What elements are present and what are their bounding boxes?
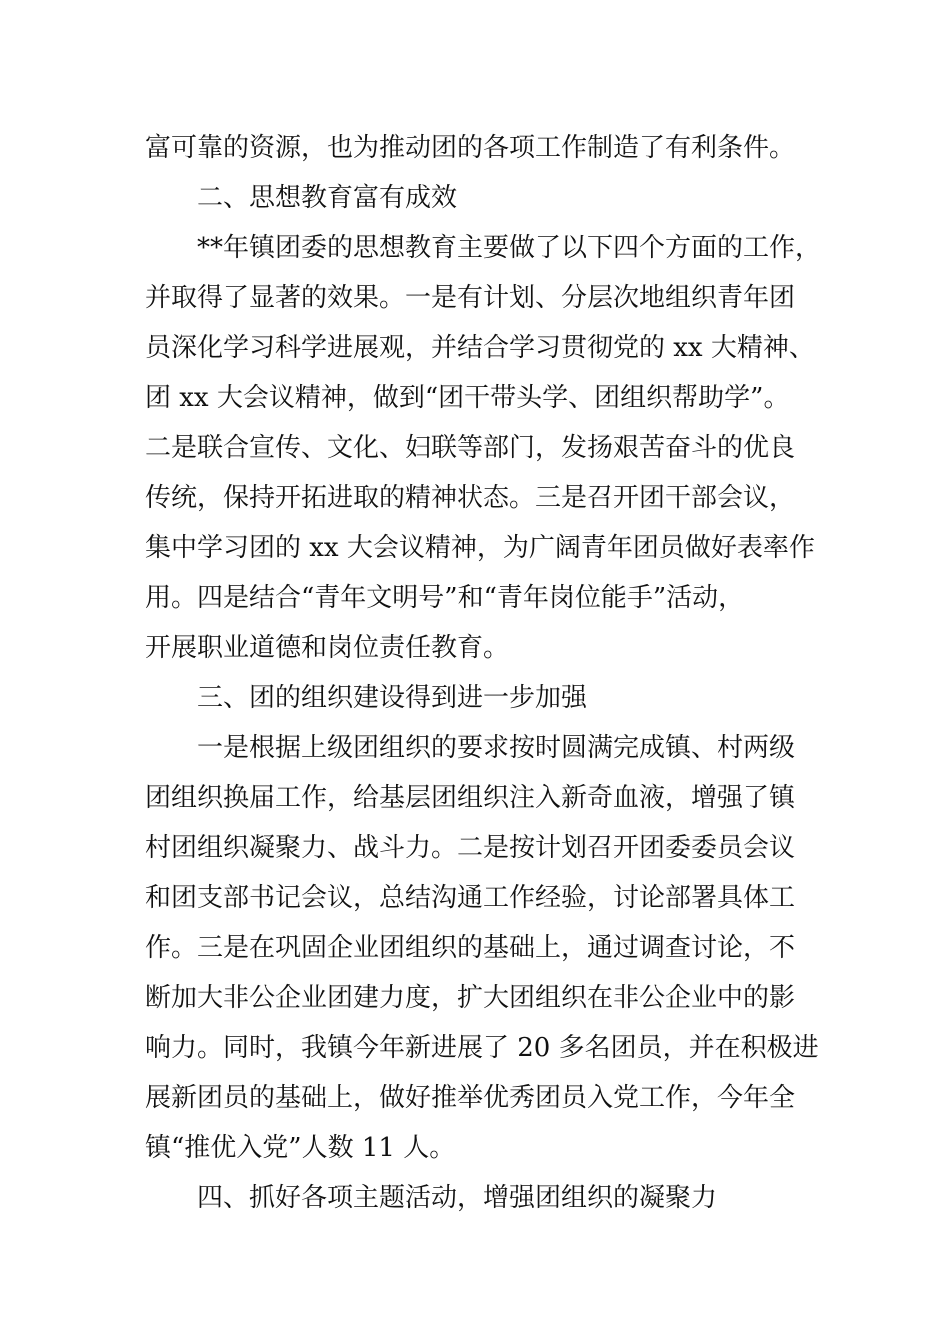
- text-line: 并取得了显著的效果。一是有计划、分层次地组织青年团: [145, 283, 796, 313]
- text-line: 一是根据上级团组织的要求按时圆满完成镇、村两级: [197, 733, 796, 763]
- text-line: 二是联合宣传、文化、妇联等部门，发扬艰苦奋斗的优良: [145, 433, 796, 463]
- text-line: 镇“推优入党”人数 11 人。: [145, 1133, 456, 1163]
- text-line: 和团支部书记会议，总结沟通工作经验，讨论部署具体工: [145, 883, 796, 913]
- text-line: 展新团员的基础上，做好推举优秀团员入党工作，今年全: [145, 1083, 796, 1113]
- text-line: 断加大非公企业团建力度，扩大团组织在非公企业中的影: [145, 983, 796, 1013]
- text-line: 团 xx 大会议精神，做到“团干带头学、团组织帮助学”。: [145, 383, 790, 413]
- section-heading: 四、抓好各项主题活动，增强团组织的凝聚力: [197, 1183, 718, 1213]
- text-line: 作。三是在巩固企业团组织的基础上，通过调查讨论，不: [145, 933, 796, 963]
- text-line: 响力。同时，我镇今年新进展了 20 多名团员，并在积极进: [145, 1033, 819, 1063]
- text-line: 集中学习团的 xx 大会议精神，为广阔青年团员做好表率作: [145, 533, 815, 563]
- text-line: 用。四是结合“青年文明号”和“青年岗位能手”活动，: [145, 583, 745, 613]
- text-line: 团组织换届工作，给基层团组织注入新奇血液，增强了镇: [145, 783, 796, 813]
- text-line: **年镇团委的思想教育主要做了以下四个方面的工作，: [197, 233, 822, 263]
- text-line: 富可靠的资源，也为推动团的各项工作制造了有利条件。: [145, 133, 796, 163]
- text-line: 传统，保持开拓进取的精神状态。三是召开团干部会议，: [145, 483, 796, 513]
- text-line: 员深化学习科学进展观，并结合学习贯彻党的 xx 大精神、: [145, 333, 815, 363]
- text-line: 村团组织凝聚力、战斗力。二是按计划召开团委委员会议: [145, 833, 796, 863]
- section-heading: 三、团的组织建设得到进一步加强: [197, 683, 588, 713]
- text-line: 开展职业道德和岗位责任教育。: [145, 633, 510, 663]
- section-heading: 二、思想教育富有成效: [197, 183, 458, 213]
